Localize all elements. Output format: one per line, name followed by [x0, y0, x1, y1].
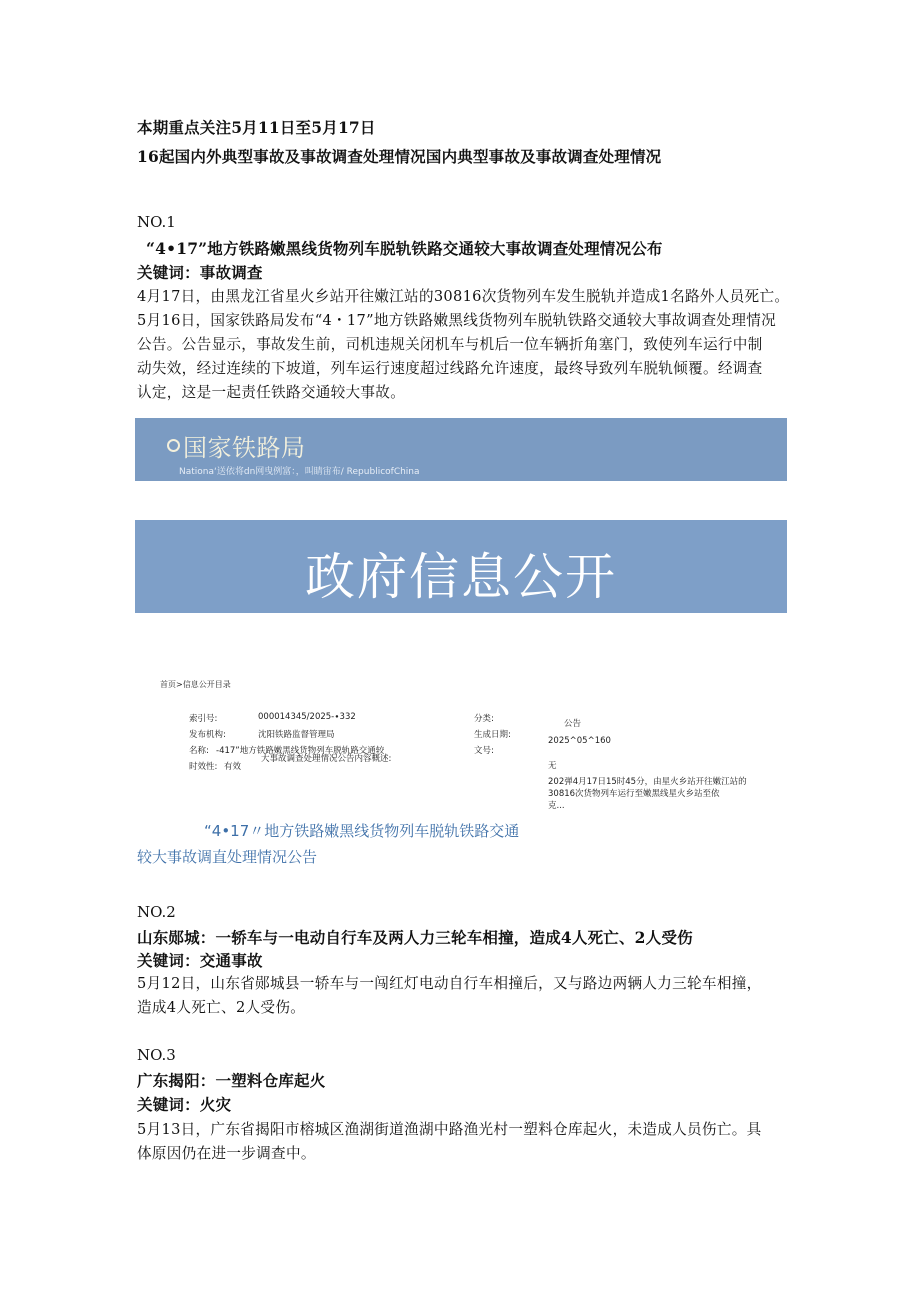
- item-3-keyword: 关键词：火灾: [137, 1095, 232, 1114]
- org-value: 沈阳铁路监督管理局: [258, 730, 335, 740]
- name-value: -417”地方铁路嫩黑线货物列车脱轨路交通较: [216, 746, 385, 756]
- item-1-line: 认定，这是一起责任铁路交通较大事故。: [137, 384, 406, 401]
- header-focus: 本期重点关注5月11日至5月17日: [137, 118, 376, 137]
- item-3-line: 体原因仍在进一步调查中。: [137, 1145, 316, 1162]
- category-value: 公告: [564, 719, 582, 729]
- item-1-line: 5月16日，国家铁路局发布“4・17”地方铁路嫩黑线货物列车脱轨铁路交通较大事故调查处理情况: [137, 312, 776, 329]
- item-3-number: NO.3: [137, 1046, 176, 1064]
- item-2-number: NO.2: [137, 903, 176, 921]
- item-1-keyword: 关键词：事故调查: [137, 263, 263, 282]
- index-value: 000014345/2025-∙332: [258, 712, 356, 722]
- summary-line: 克...: [548, 801, 565, 811]
- summary-line: 202弹4月17日15时45分，由星火乡站开往嫩江站的: [548, 777, 747, 787]
- header-summary: 16起国内外典型事故及事故调查处理情况国内典型事故及事故调查处理情况: [137, 147, 662, 166]
- date-value: 2025^05^160: [548, 736, 611, 746]
- item-1-line: 动失效，经过连续的下坡道，列车运行速度超过线路允许速度，最终导致列车脱轨倾覆。经调查: [137, 360, 763, 377]
- item-1-body: [137, 285, 797, 405]
- valid-value: 有效: [224, 762, 242, 772]
- breadcrumb[interactable]: 首页>信息公开目录: [160, 680, 231, 689]
- name-value-cont: 大事故调查处理情况公告内容概述:: [261, 754, 392, 764]
- logo-subtitle: Nationa‘送依将dn网曳例富：，叫睛宙布/ RepublicofChina: [179, 467, 420, 477]
- item-1-line: 公告。公告显示，事故发生前，司机违规关闭机车与机后一位车辆折角塞门，致使列车运行中制: [137, 336, 763, 353]
- item-2-line: 造成4人死亡、2人受伤。: [137, 999, 306, 1016]
- summary: [548, 776, 747, 812]
- category-label: 分类:: [474, 714, 494, 724]
- article-title-line2: 较大事故调直处理情况公告: [137, 848, 318, 866]
- date-label: 生成日期:: [474, 730, 511, 740]
- logo-text: 国家铁路局: [183, 434, 306, 462]
- emblem-icon: [167, 439, 180, 452]
- item-3-line: 5月13日，广东省揭阳市榕城区渔湖街道渔湖中路渔光村一塑料仓库起火，未造成人员伤亡。具: [137, 1121, 762, 1138]
- docno-value: 无: [548, 761, 557, 771]
- valid-label: 时效性:: [189, 762, 218, 772]
- article-title-line1: “4•17〃地方铁路嫩黑线货物列车脱轨铁路交通: [204, 822, 520, 840]
- railway-logo-banner: [135, 418, 787, 481]
- org-label: 发布机构:: [189, 730, 226, 740]
- index-label: 索引号:: [189, 714, 218, 724]
- item-3-body: [137, 1118, 797, 1166]
- item-2-keyword: 关键词：交通事故: [137, 951, 263, 970]
- railway-logo: [167, 428, 306, 463]
- item-1-title: “4•17”地方铁路嫩黑线货物列车脱轨铁路交通较大事故调查处理情况公布: [146, 239, 663, 258]
- item-3-title: 广东揭阳：一塑料仓库起火: [137, 1071, 326, 1090]
- name-label: 名称:: [189, 746, 209, 756]
- summary-line: 30816次货物列车运行至嫩黑线星火乡站至依: [548, 789, 720, 799]
- item-1-number: NO.1: [137, 213, 176, 231]
- gov-info-title: 政府信息公开: [305, 548, 617, 606]
- gov-info-banner: [135, 520, 787, 613]
- item-2-line: 5月12日，山东省郧城县一轿车与一闯红灯电动自行车相撞后，又与路边两辆人力三轮车相撞，: [137, 975, 762, 992]
- item-2-title: 山东郧城：一轿车与一电动自行车及两人力三轮车相撞，造成4人死亡、2人受伤: [137, 928, 693, 947]
- item-2-body: [137, 972, 797, 1020]
- docno-label: 文号:: [474, 746, 494, 756]
- item-1-line: 4月17日，由黑龙江省星火乡站开往嫩江站的30816次货物列车发生脱轨并造成1名路外人员死亡。: [137, 288, 790, 305]
